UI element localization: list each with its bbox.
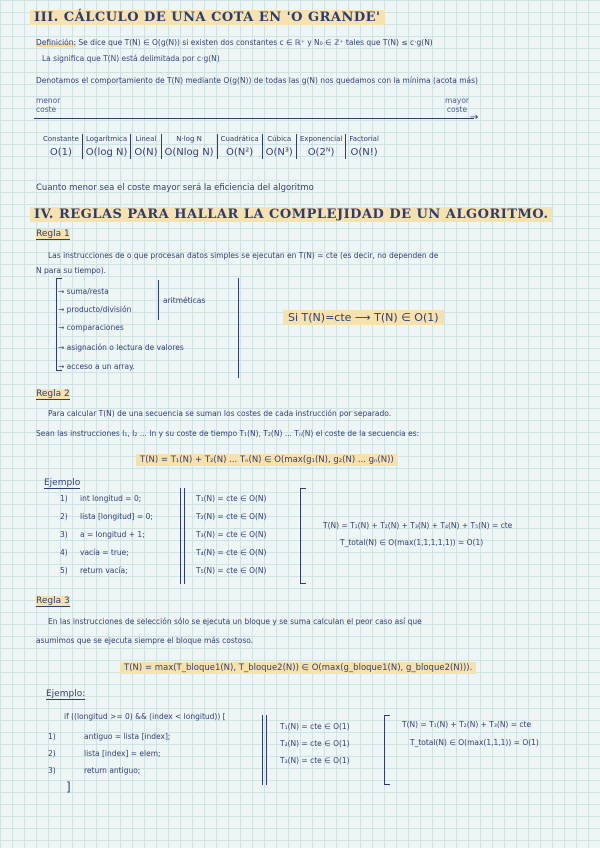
definition-line (36, 38, 433, 47)
arrow-right-icon: → (58, 305, 67, 314)
rule-2-code-line: vacía = true; (80, 548, 129, 557)
rule-1-item-text: acceso a un array. (66, 362, 135, 371)
rule-3-code-line: antiguo = lista [index]; (84, 732, 171, 741)
rule-1-item-text: comparaciones (66, 323, 124, 332)
rule-2-num: 4) (60, 548, 68, 557)
denote-text: Denotamos el comportamiento de T(N) mediante O(g(N)) de todas las g(N) nos quedamos con la mínima (acota más) (36, 76, 478, 85)
complexity-head: Constante (43, 135, 79, 143)
arrow-right-icon: → (58, 287, 67, 296)
rule-3-num: 2) (48, 749, 56, 758)
axis-right-label: mayor coste (445, 96, 470, 114)
rule-1-text-1: Las instrucciones de o que procesan datos simples se ejecutan en T(N) = cte (es decir, no dependen de (48, 251, 439, 260)
rule-2-text-2: Sean las instrucciones I₁, I₂ ... In y su coste de tiempo T₁(N), T₂(N) ... Tₙ(N) el coste de la secuencia es: (36, 429, 420, 438)
rule-1-text-2: N para su tiempo). (36, 266, 107, 275)
rule-3-formula: T(N) = max(T_bloque1(N), T_bloque2(N)) ∈ O(max(g_bloque1(N), g_bloque2(N))). (120, 662, 476, 674)
rule-3-sum-2: T_total(N) ∈ O(max(1,1,1)) = O(1) (410, 738, 539, 747)
complexity-head: N·log N (161, 134, 217, 144)
rule-3-text-1: En las instrucciones de selección sólo se ejecuta un bloque y se suma calculan el peor caso así que (48, 617, 422, 626)
summary-text: Cuanto menor sea el coste mayor será la eficiencia del algoritmo (36, 183, 314, 193)
complexity-table-values (40, 144, 382, 159)
rule-1-item-text: suma/resta (66, 287, 109, 296)
definition-text: Se dice que T(N) ∈ O(g(N)) si existen dos constantes c ∈ ℝ⁺ y N₀ ∈ ℤ⁺ tales que T(N) ≤ c·g(N) (78, 38, 433, 47)
complexity-head: Lineal (131, 134, 161, 144)
complexity-table-heads (40, 134, 382, 144)
arrow-right-icon: → (58, 343, 67, 352)
rule-1-label: Regla 1 (36, 229, 70, 239)
section-iv-title: IV. REGLAS PARA HALLAR LA COMPLEJIDAD DE UN ALGORITMO. (30, 207, 552, 222)
arrow-right-icon: → (58, 323, 67, 332)
complexity-value: O(N!) (346, 144, 382, 159)
rule-3-num: 3) (48, 766, 56, 775)
rule-1-item (58, 323, 124, 332)
rule-2-code-line: return vacía; (80, 566, 128, 575)
rule-2-label: Regla 2 (36, 389, 70, 399)
rule-2-code-line: int longitud = 0; (80, 494, 142, 503)
rule-2-code-line: lista [longitud] = 0; (80, 512, 153, 521)
complexity-head: Cuadrática (217, 134, 262, 144)
rule-1-item (58, 362, 135, 371)
rule-1-bracket (56, 278, 57, 370)
complexity-head: Exponencial (296, 134, 346, 144)
complexity-value: O(log N) (82, 144, 131, 159)
rule-2-num: 1) (60, 494, 68, 503)
complexity-head: Cúbica (262, 134, 296, 144)
complexity-head: Logarítmica (82, 134, 131, 144)
definition-label: Definición: (36, 38, 77, 47)
rule-1-item (58, 287, 109, 296)
rule-2-example-label: Ejemplo (44, 478, 81, 488)
rule-3-example-label: Ejemplo: (46, 689, 86, 699)
axis-left-label: menor coste (36, 96, 61, 114)
arrow-right-icon: → (470, 112, 479, 123)
complexity-value: O(N) (131, 144, 161, 159)
rule-3-code-line: lista [index] = elem; (84, 749, 161, 758)
rule-3-cost: T₂(N) = cte ∈ O(1) (280, 739, 350, 748)
complexity-value: O(1) (49, 147, 72, 158)
rule-2-sum-2: T_total(N) ∈ O(max(1,1,1,1,1)) = O(1) (340, 538, 484, 547)
rule-1-item-text: producto/división (66, 305, 132, 314)
complexity-table (40, 134, 382, 159)
rule-2-cost: T₅(N) = cte ∈ O(N) (196, 566, 267, 575)
complexity-head: Factorial (346, 134, 382, 144)
section-iii-title: III. CÁLCULO DE UNA COTA EN 'O GRANDE' (30, 10, 385, 25)
arith-label: aritméticas (163, 296, 206, 305)
rule-2-cost: T₃(N) = cte ∈ O(N) (196, 530, 267, 539)
rule-3-label: Regla 3 (36, 596, 70, 606)
rule-1-item-text: asignación o lectura de valores (66, 343, 184, 352)
rule-2-formula: T(N) = T₁(N) + T₂(N) ... Tₙ(N) ∈ O(max(g₁(N), g₂(N) ... gₙ(N)) (136, 454, 398, 466)
rule-2-text-1: Para calcular T(N) de una secuencia se suman los costes de cada instrucción por separado. (48, 409, 392, 418)
rule-2-sum-1: T(N) = T₁(N) + T₂(N) + T₃(N) + T₄(N) + T₅(N) = cte (323, 521, 513, 530)
rule-3-code-if: if ((longitud >= 0) && (index < longitud)) [ (64, 712, 226, 721)
rule-2-num: 2) (60, 512, 68, 521)
rule-3-cost: T₃(N) = cte ∈ O(1) (280, 756, 350, 765)
complexity-value: O(N³) (262, 144, 296, 159)
rule-1-right-bracket (238, 278, 239, 378)
rule-1-result: Si T(N)=cte ⟶ T(N) ∈ O(1) (283, 310, 444, 325)
complexity-value: O(N²) (217, 144, 262, 159)
rule-3-num: 1) (48, 732, 56, 741)
arrow-right-icon: → (58, 362, 67, 371)
complexity-value: O(2ᴺ) (296, 144, 346, 159)
rule-2-num: 5) (60, 566, 68, 575)
rule-2-code-line: a = longitud + 1; (80, 530, 145, 539)
cost-axis (34, 118, 474, 119)
rule-3-cost: T₁(N) = cte ∈ O(1) (280, 722, 350, 731)
complexity-value: O(Nlog N) (161, 144, 217, 159)
rule-2-cost: T₂(N) = cte ∈ O(N) (196, 512, 267, 521)
rule-1-item (58, 343, 184, 352)
rule-3-text-2: asumimos que se ejecuta siempre el bloque más costoso. (36, 636, 254, 645)
rule-1-item (58, 305, 131, 314)
definition-note: La significa que T(N) está delimitada por c·g(N) (42, 54, 220, 63)
arith-brace (158, 280, 159, 320)
rule-3-code-line: return antiguo; (84, 766, 141, 775)
rule-3-sum-1: T(N) = T₁(N) + T₂(N) + T₃(N) = cte (402, 720, 532, 729)
rule-3-close-bracket: ] (66, 780, 71, 794)
rule-2-num: 3) (60, 530, 68, 539)
rule-2-cost: T₁(N) = cte ∈ O(N) (196, 494, 267, 503)
rule-2-cost: T₄(N) = cte ∈ O(N) (196, 548, 267, 557)
